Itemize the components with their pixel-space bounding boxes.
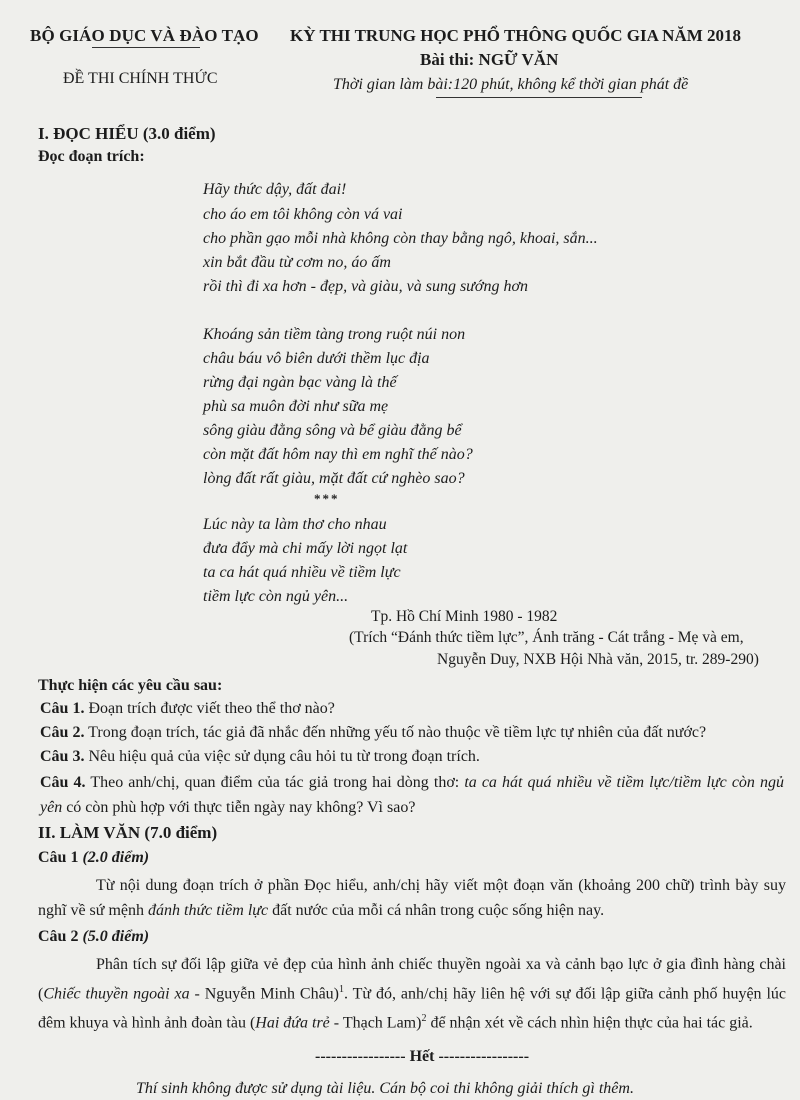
source-citation-1: (Trích “Đánh thức tiềm lực”, Ánh trăng - Cát trắng - Mẹ và em,: [349, 629, 744, 646]
quoted-verse: ta ca hát quá nhiều về tiềm lực/tiềm lực: [464, 774, 727, 791]
emphasis-text: đánh thức tiềm lực: [148, 902, 269, 919]
poem-line: xin bắt đầu từ cơm no, áo ấm: [203, 254, 391, 271]
question-text: Nêu hiệu quả của việc sử dụng câu hỏi tu từ trong đoạn trích.: [88, 748, 480, 765]
question-label: Câu 3.: [40, 748, 85, 765]
footnote-mark: 2: [421, 1013, 427, 1025]
source-place: Tp. Hồ Chí Minh 1980 - 1982: [371, 608, 558, 625]
source-citation-2: Nguyễn Duy, NXB Hội Nhà văn, 2015, tr. 289-290): [437, 651, 759, 668]
question-text: Từ nội dung đoạn trích ở phần Đọc hiểu, anh/chị hãy viết một đoạn văn (khoảng 200 chữ) trình bày suy nghĩ về sứ mệnh: [38, 877, 786, 919]
poem-line: rừng đại ngàn bạc vàng là thế: [203, 374, 397, 391]
author-text: - Nguyễn Minh Châu): [189, 985, 340, 1003]
poem-line: đưa đẩy mà chi mấy lời ngọt lạt: [203, 540, 408, 557]
ministry-underline: [92, 47, 200, 48]
exam-title: KỲ THI TRUNG HỌC PHỔ THÔNG QUỐC GIA NĂM 2018: [290, 26, 742, 45]
question-label: Câu 1.: [40, 700, 85, 717]
poem-line: sông giàu đằng sông và bể giàu đằng bể: [203, 422, 462, 439]
question-text-end: có còn phù hợp với thực tiễn ngày nay không? Vì sao?: [62, 799, 416, 816]
poem-line: lòng đất rất giàu, mặt đất cứ nghèo sao?: [203, 470, 465, 487]
question-points: (5.0 điểm): [82, 928, 150, 945]
essay-q1-heading: [38, 849, 149, 867]
work-title: Hai đứa trẻ: [255, 1014, 330, 1032]
author-text: - Thạch Lam): [329, 1014, 422, 1032]
footer-note: Thí sinh không được sử dụng tài liệu. Cán bộ coi thi không giải thích gì thêm.: [136, 1080, 634, 1097]
poem-line: Lúc này ta làm thơ cho nhau: [203, 516, 387, 533]
question-text: Trong đoạn trích, tác giả đã nhắc đến những yếu tố nào thuộc về tiềm lực tự nhiên của đất nước?: [88, 724, 707, 741]
footnote-mark: 1: [339, 984, 345, 995]
essay-q1-text: [38, 873, 786, 923]
question-label: Câu 1: [38, 849, 79, 866]
question-points: (2.0 điểm): [82, 849, 150, 866]
question-label: Câu 4.: [40, 774, 86, 791]
essay-q2-heading: [38, 928, 149, 946]
poem-line: phù sa muôn đời như sữa mẹ: [203, 398, 389, 415]
question-text-mid: . Từ đó, anh/chị hãy liên hệ với sự đối lập giữa cảnh phố huyện lúc đêm khuya và hình ảnh đoàn tàu (: [38, 985, 787, 1032]
work-title: Chiếc thuyền ngoài xa: [43, 985, 190, 1003]
question-text: Theo anh/chị, quan điểm của tác giả trong hai dòng thơ:: [90, 774, 465, 791]
quoted-verse-end: còn ngủ yên: [40, 774, 785, 816]
poem-line: rồi thì đi xa hơn - đẹp, và giàu, và sung sướng hơn: [203, 278, 528, 295]
poem-line: cho áo em tôi không còn vá vai: [203, 206, 403, 223]
poem-line: còn mặt đất hôm nay thì em nghĩ thế nào?: [203, 446, 473, 463]
duration-underline: [436, 97, 642, 98]
question-text-end: đất nước của mỗi cá nhân trong cuộc sống hiện nay.: [268, 902, 605, 919]
ministry-name: BỘ GIÁO DỤC VÀ ĐÀO TẠO: [30, 26, 259, 45]
poem-line: ta ca hát quá nhiều về tiềm lực: [203, 564, 401, 581]
question-3: [40, 748, 480, 766]
question-label: Câu 2: [38, 928, 79, 945]
question-text: Phân tích sự đối lập giữa vẻ đẹp của hình ảnh chiếc thuyền ngoài xa và cảnh bạo lực ở gia đình hàng chài (: [38, 956, 786, 1003]
part1-intro: Đọc đoạn trích:: [38, 148, 145, 165]
poem-line: tiềm lực còn ngủ yên...: [203, 588, 349, 605]
question-label: Câu 2.: [40, 724, 85, 741]
stanza-separator: ***: [314, 491, 340, 506]
end-marker: ----------------- Hết -----------------: [315, 1048, 530, 1065]
poem-line: Hãy thức dậy, đất đai!: [203, 181, 347, 198]
poem-line: cho phần gạo mỗi nhà không còn thay bằng ngô, khoai, sắn...: [203, 230, 598, 247]
official-label: ĐỀ THI CHÍNH THỨC: [63, 70, 218, 87]
essay-q2-text: [38, 952, 786, 1036]
exam-duration: Thời gian làm bài:120 phút, không kể thời gian phát đề: [333, 76, 689, 93]
question-text-end: để nhận xét về cách nhìn hiện thực của hai tác giả.: [426, 1014, 753, 1032]
question-4: [40, 770, 784, 820]
part2-heading: II. LÀM VĂN (7.0 điểm): [38, 823, 218, 842]
exam-subject: Bài thi: NGỮ VĂN: [420, 50, 559, 69]
part1-heading: I. ĐỌC HIỂU (3.0 điểm): [38, 124, 216, 143]
question-text: Đoạn trích được viết theo thể thơ nào?: [88, 700, 335, 717]
question-1: [40, 700, 335, 718]
question-2: [40, 724, 706, 742]
tasks-heading: Thực hiện các yêu cầu sau:: [38, 677, 223, 694]
poem-line: Khoáng sản tiềm tàng trong ruột núi non: [203, 326, 466, 343]
poem-line: châu báu vô biên dưới thềm lục địa: [203, 350, 430, 367]
